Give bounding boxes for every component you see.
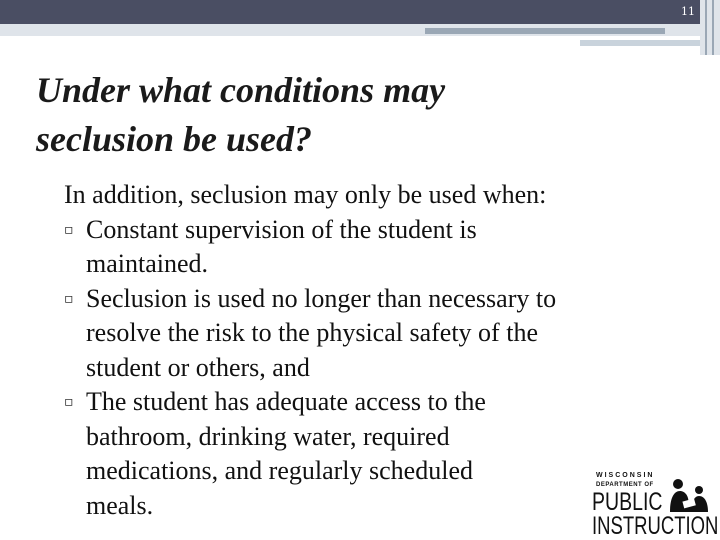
bullet-line: The student has adequate access to the: [86, 387, 486, 416]
logo-line-department: DEPARTMENT OF: [596, 482, 654, 488]
bullet-line: Constant supervision of the student is: [86, 214, 477, 244]
bullet-line: meals.: [86, 490, 154, 520]
bullet-line: medications, and regularly scheduled: [86, 456, 473, 485]
side-tick: [705, 0, 707, 55]
bullet-icon: ▫: [64, 221, 74, 238]
header-band: [0, 0, 720, 24]
bullet-icon: ▫: [64, 290, 74, 307]
bullet-list: [64, 213, 684, 524]
reading-figures-icon: [666, 478, 712, 514]
bullet-line: student or others, and: [86, 352, 310, 382]
title-line: seclusion be used?: [36, 119, 313, 159]
bullet-icon: ▫: [64, 394, 74, 410]
bullet-line: maintained.: [86, 249, 209, 278]
bullet-line: resolve the risk to the physical safety of the: [86, 318, 538, 347]
bullet-item: [64, 282, 684, 386]
logo-line-wisconsin: WISCONSIN: [596, 472, 655, 479]
bullet-item: [64, 385, 684, 523]
slide-title: [36, 66, 636, 164]
side-tick: [712, 0, 714, 55]
header-stripe-mid: [425, 28, 665, 34]
page-number: 11: [681, 5, 695, 18]
logo-line-public: PUBLIC: [592, 488, 663, 516]
dpi-logo: [592, 470, 720, 540]
logo-line-instruction: INSTRUCTION: [592, 512, 719, 540]
bullet-item: [64, 213, 684, 282]
bullet-line: Seclusion is used no longer than necessary to: [86, 283, 557, 313]
bullet-line: bathroom, drinking water, required: [86, 421, 450, 451]
intro-text: In addition, seclusion may only be used when:: [64, 180, 547, 209]
slide-body: [64, 178, 684, 523]
header-stripe-right: [580, 40, 700, 46]
title-line: Under what conditions may: [36, 70, 446, 110]
